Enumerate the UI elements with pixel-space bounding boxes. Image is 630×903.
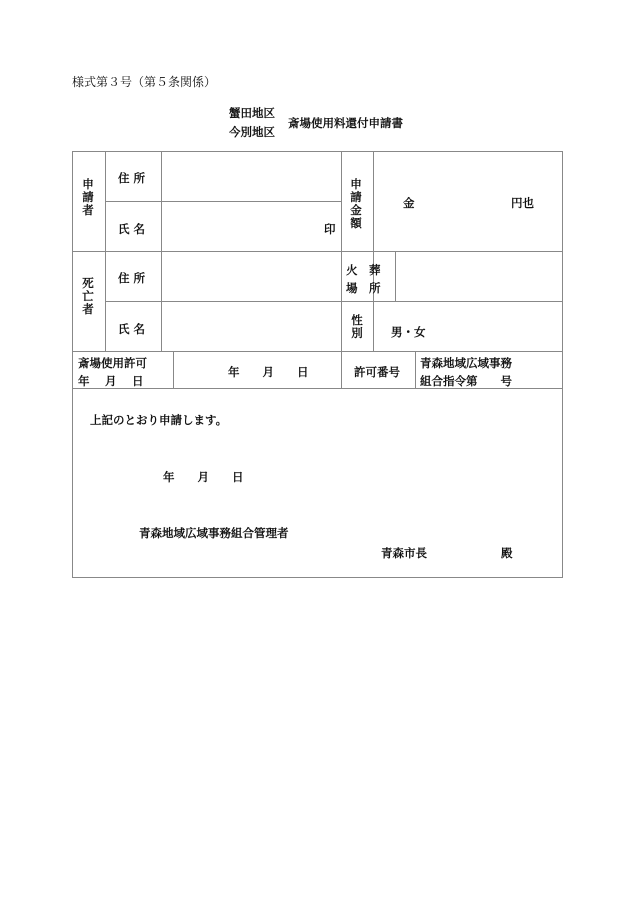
permit-date-label-1: 斎場使用許可 bbox=[78, 356, 147, 370]
rule bbox=[161, 152, 162, 352]
rule bbox=[173, 352, 174, 389]
permit-number-label: 許可番号 bbox=[354, 365, 400, 379]
addressee: 青森市長 bbox=[381, 546, 427, 560]
district-labels bbox=[229, 104, 275, 142]
sex-options: 男・女 bbox=[391, 325, 426, 339]
amount-prefix: 金 bbox=[403, 196, 415, 210]
application-date: 年 月 日 bbox=[163, 470, 244, 484]
deceased-name-label: 氏 名 bbox=[118, 322, 146, 336]
cremation-place-label-2: 場 所 bbox=[346, 281, 381, 295]
rule bbox=[415, 352, 416, 389]
honorific: 殿 bbox=[501, 546, 513, 560]
sex-label: 性 別 bbox=[351, 313, 363, 340]
applicant-group-label: 申 請 者 bbox=[82, 177, 94, 217]
deceased-group-label: 死 亡 者 bbox=[82, 276, 94, 316]
application-statement: 上記のとおり申請します。 bbox=[90, 413, 228, 427]
permit-issuer-2: 組合指令第 号 bbox=[420, 374, 512, 388]
document-title: 斎場使用料還付申請書 bbox=[288, 116, 403, 130]
form-number: 様式第３号（第５条関係） bbox=[72, 75, 217, 89]
applicant-name-label: 氏 名 bbox=[118, 222, 146, 236]
rule bbox=[341, 152, 342, 389]
rule bbox=[73, 351, 562, 352]
rule bbox=[105, 201, 341, 202]
deceased-address-label: 住 所 bbox=[118, 271, 146, 285]
applicant-address-label: 住 所 bbox=[118, 171, 146, 185]
rule bbox=[373, 152, 374, 352]
rule bbox=[73, 251, 562, 252]
permit-date-label-2: 年 月 日 bbox=[78, 374, 144, 388]
amount-label: 申 請 金 額 bbox=[350, 177, 362, 230]
amount-suffix: 円也 bbox=[511, 196, 534, 210]
permit-date-value: 年 月 日 bbox=[228, 365, 309, 379]
seal-mark: 印 bbox=[324, 222, 336, 236]
applicant-organization: 青森地域広域事務組合管理者 bbox=[139, 526, 289, 540]
rule bbox=[395, 252, 396, 302]
district-kanita: 蟹田地区 bbox=[229, 106, 275, 120]
permit-issuer-1: 青森地域広域事務 bbox=[420, 356, 512, 370]
rule bbox=[105, 152, 106, 352]
application-form bbox=[72, 151, 563, 578]
district-imabetsu: 今別地区 bbox=[229, 125, 275, 139]
cremation-place-label-1: 火 葬 bbox=[346, 263, 381, 277]
rule bbox=[105, 301, 562, 302]
